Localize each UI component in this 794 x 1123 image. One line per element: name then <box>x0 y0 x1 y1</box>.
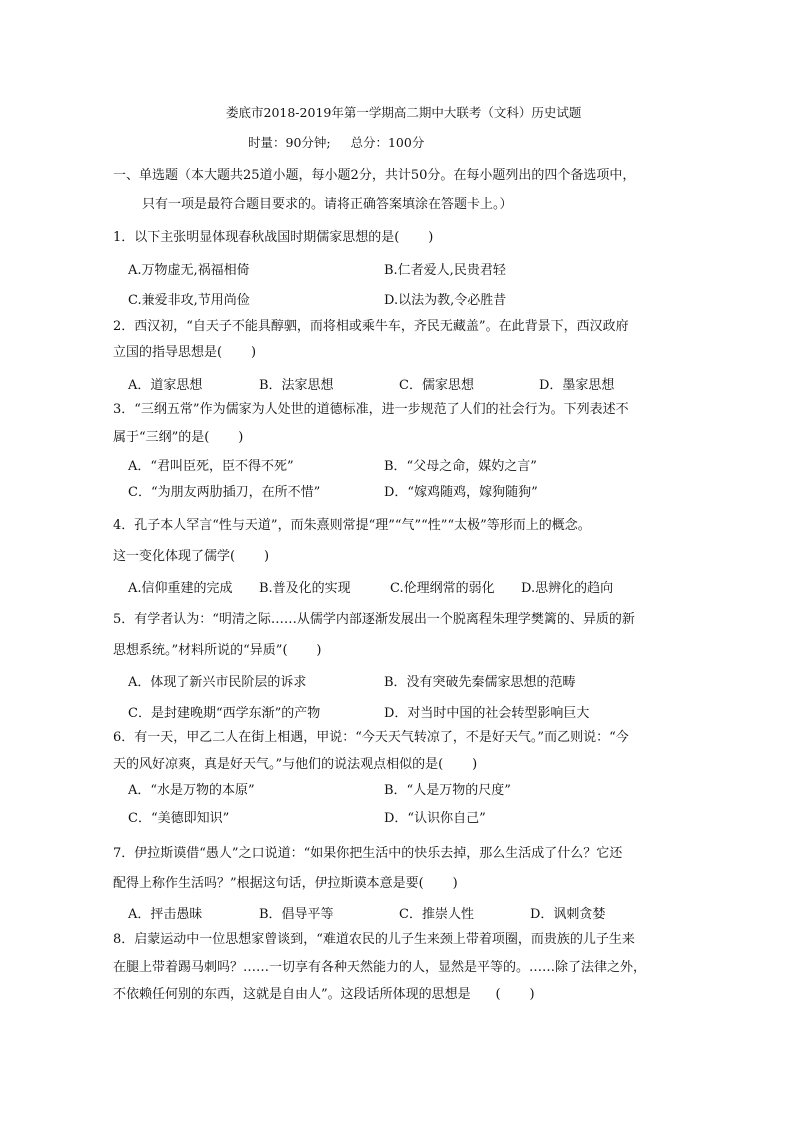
q1-option-b: B.仁者爱人,民贵君轻 <box>384 263 506 278</box>
question-8-stem-line1: 8．启蒙运动中一位思想家曾谈到，“难道农民的儿子生来颈上带着项圈，而贵族的儿子生来 <box>113 932 635 947</box>
q7-option-b: B．倡导平等 <box>259 907 334 922</box>
q2-option-c: C．儒家思想 <box>399 378 474 393</box>
q3-option-c: C．“为朋友两肋插刀，在所不惜” <box>128 485 321 500</box>
question-6-stem-line2: 天的风好凉爽，真是好天气。”与他们的说法观点相似的是( ) <box>113 757 478 772</box>
q7-option-c: C．推崇人性 <box>399 907 474 922</box>
question-8-stem-line3: 不依赖任何别的东西，这就是自由人”。这段话所体现的思想是 ( ) <box>113 987 535 1002</box>
q4-option-a: A.信仰重建的完成 <box>128 581 233 596</box>
question-5-stem-line1: 5．有学者认为：“明清之际……从儒学内部逐渐发展出一个脱离程朱理学樊篱的、异质的新 <box>113 612 635 627</box>
question-5-stem-line2: 思想系统。”材料所说的“异质”( ) <box>113 643 322 658</box>
q7-option-a: A．抨击愚昧 <box>128 907 203 922</box>
q4-option-b: B.普及化的实现 <box>259 581 351 596</box>
question-3-stem-line2: 属于“三纲”的是( ) <box>113 430 244 445</box>
question-2-stem-line1: 2．西汉初，“自天子不能具醇驷，而将相或乘牛车，齐民无藏盖”。在此背景下，西汉政府 <box>113 319 629 334</box>
q6-option-c: C．“美德即知识” <box>128 811 230 826</box>
q1-option-c: C.兼爱非攻,节用尚俭 <box>128 293 250 308</box>
q6-option-d: D．“认识你自己” <box>384 811 486 826</box>
q5-option-c: C．是封建晚期“西学东渐”的产物 <box>128 706 321 721</box>
q2-option-a: A．道家思想 <box>128 378 203 393</box>
question-8-stem-line2: 在腿上带着踢马刺吗？……一切享有各种天然能力的人，显然是平等的。……除了法律之外， <box>113 960 647 975</box>
q3-option-a: A．“君叫臣死，臣不得不死” <box>128 459 294 474</box>
q6-option-a: A．“水是万物的本原” <box>128 783 255 798</box>
section-instruction-line1: 一、单选题（本大题共25道小题，每小题2分，共计50分。在每小题列出的四个备选项中， <box>113 168 636 183</box>
q3-option-b: B．“父母之命，媒妁之言” <box>384 459 537 474</box>
exam-title: 娄底市2018-2019年第一学期高二期中大联考（文科）历史试题 <box>226 105 582 120</box>
question-4-stem-line2: 这一变化体现了儒学( ) <box>113 549 270 564</box>
question-6-stem-line1: 6．有一天，甲乙二人在街上相遇，甲说：“今天天气转凉了，不是好天气。”而乙则说：“今 <box>113 730 629 745</box>
exam-time-score: 时量：90分钟; 总分：100分 <box>248 135 425 150</box>
question-3-stem-line1: 3．“三纲五常”作为儒家为人处世的道德标准，进一步规范了人们的社会行为。下列表述不 <box>113 402 629 417</box>
q5-option-a: A．体现了新兴市民阶层的诉求 <box>128 675 307 690</box>
q5-option-b: B．没有突破先秦儒家思想的范畴 <box>384 675 576 690</box>
q4-option-c: C.伦理纲常的弱化 <box>390 581 495 596</box>
section-instruction-line2: 只有一项是最符合题目要求的。请将正确答案填涂在答题卡上。） <box>142 197 513 212</box>
q6-option-b: B．“人是万物的尺度” <box>384 783 511 798</box>
q1-option-a: A.万物虚无,祸福相倚 <box>128 263 250 278</box>
q2-option-b: B．法家思想 <box>259 378 334 393</box>
question-1-stem: 1．以下主张明显体现春秋战国时期儒家思想的是( ) <box>113 230 434 245</box>
question-7-stem-line1: 7．伊拉斯谟借“愚人”之口说道：“如果你把生活中的快乐去掉，那么生活成了什么？它还 <box>113 846 623 861</box>
q4-option-d: D.思辨化的趋向 <box>521 581 614 596</box>
question-2-stem-line2: 立国的指导思想是( ) <box>113 345 257 360</box>
q1-option-d: D.以法为教,令必胜昔 <box>384 293 507 308</box>
q2-option-d: D．墨家思想 <box>539 378 615 393</box>
q7-option-d: D．讽刺贪婪 <box>530 907 606 922</box>
question-4-stem-line1: 4．孔子本人罕言“性与天道”，而朱熹则常提“理”“气”“性”“太极”等形而上的概念。 <box>113 518 591 533</box>
question-7-stem-line2: 配得上称作生活吗？”根据这句话，伊拉斯谟本意是要( ) <box>113 876 458 891</box>
q5-option-d: D．对当时中国的社会转型影响巨大 <box>384 706 590 721</box>
q3-option-d: D．“嫁鸡随鸡，嫁狗随狗” <box>384 485 538 500</box>
